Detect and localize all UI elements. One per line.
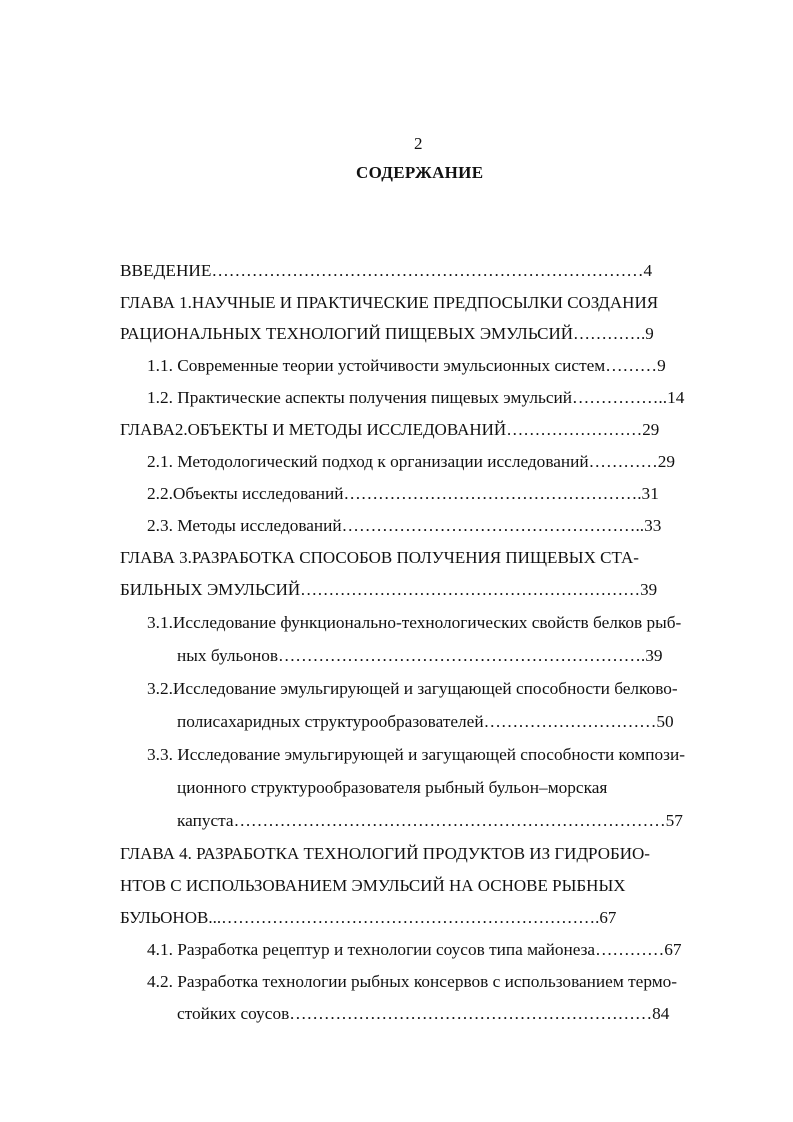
toc-section-4-2-line-1: 4.2. Разработка технологии рыбных консервов с использованием термо- xyxy=(147,972,678,991)
toc-section-3-3-line-1: 3.3. Исследование эмульгирующей и загущающей способности компози- xyxy=(147,745,685,764)
toc-section-3-3-line-3: капуста…………………………………………………………………57 xyxy=(177,811,683,830)
toc-section-2-2: 2.2.Объекты исследований…………………………………………….31 xyxy=(147,484,659,503)
document-page: 2 СОДЕРЖАНИЕ ВВЕДЕНИЕ…………………………………………………………………4 ГЛАВА 1.НАУЧНЫЕ И ПРАКТИЧЕСКИЕ ПРЕДПОСЫЛКИ СОЗДАНИЯ РАЦИОНАЛЬНЫХ ТЕХНОЛОГИЙ ПИЩЕВЫХ ЭМУЛЬСИЙ………….9 1.1. Современные теории устойчивости эмульсионных систем………9 1.2. Практические аспекты получения пищевых эмульсий……………..14 ГЛАВА2.ОБЪЕКТЫ И МЕТОДЫ ИССЛЕДОВАНИЙ……………………29 2.1. Методологический подход к организации исследований…………29 2.2.Объекты исследований…………………………………………….31 2.3. Методы исследований……………………………………………..33 ГЛАВА 3.РАЗРАБОТКА СПОСОБОВ ПОЛУЧЕНИЯ ПИЩЕВЫХ СТА- БИЛЬНЫХ ЭМУЛЬСИЙ……………………………………………………39 3.1.Исследование функционально-технологических свойств белков рыб- ных бульонов……………………………………………………….39 3.2.Исследование эмульгирующей и загущающей способности белково- полисахаридных структурообразователей…………………………50 3.3. Исследование эмульгирующей и загущающей способности компози- ционного структурообразователя рыбный бульон–морская капуста…………………………………………………………………57 ГЛАВА 4. РАЗРАБОТКА ТЕХНОЛОГИЙ ПРОДУКТОВ ИЗ ГИДРОБИО- НТОВ С ИСПОЛЬЗОВАНИЕМ ЭМУЛЬСИЙ НА ОСНОВЕ РЫБНЫХ БУЛЬОНОВ...………………………………………………………….67 4.1. Разработка рецептур и технологии соусов типа майонеза…………67 4.2. Разработка технологии рыбных консервов с использованием термо- стойких соусов………………………………………………………84 xyxy=(0,0,793,1122)
toc-chapter-1-line-2: РАЦИОНАЛЬНЫХ ТЕХНОЛОГИЙ ПИЩЕВЫХ ЭМУЛЬСИЙ………….9 xyxy=(120,324,654,343)
toc-chapter-2: ГЛАВА2.ОБЪЕКТЫ И МЕТОДЫ ИССЛЕДОВАНИЙ……………………29 xyxy=(120,420,660,439)
toc-chapter-3-line-1: ГЛАВА 3.РАЗРАБОТКА СПОСОБОВ ПОЛУЧЕНИЯ ПИЩЕВЫХ СТА- xyxy=(120,548,639,567)
toc-section-3-1-line-1: 3.1.Исследование функционально-технологических свойств белков рыб- xyxy=(147,613,682,632)
toc-section-1-1: 1.1. Современные теории устойчивости эмульсионных систем………9 xyxy=(147,356,666,375)
toc-chapter-4-line-1: ГЛАВА 4. РАЗРАБОТКА ТЕХНОЛОГИЙ ПРОДУКТОВ ИЗ ГИДРОБИО- xyxy=(120,844,650,863)
toc-chapter-1-line-1: ГЛАВА 1.НАУЧНЫЕ И ПРАКТИЧЕСКИЕ ПРЕДПОСЫЛКИ СОЗДАНИЯ xyxy=(120,293,659,312)
toc-chapter-4-line-2: НТОВ С ИСПОЛЬЗОВАНИЕМ ЭМУЛЬСИЙ НА ОСНОВЕ РЫБНЫХ xyxy=(120,876,626,895)
toc-chapter-4-line-3: БУЛЬОНОВ...………………………………………………………….67 xyxy=(120,908,617,927)
toc-section-3-1-line-2: ных бульонов……………………………………………………….39 xyxy=(177,646,663,665)
toc-section-4-1: 4.1. Разработка рецептур и технологии соусов типа майонеза…………67 xyxy=(147,940,682,959)
toc-section-2-1: 2.1. Методологический подход к организации исследований…………29 xyxy=(147,452,676,471)
page-title: СОДЕРЖАНИЕ xyxy=(356,163,484,182)
toc-section-3-2-line-1: 3.2.Исследование эмульгирующей и загущающей способности белково- xyxy=(147,679,678,698)
toc-chapter-3-line-2: БИЛЬНЫХ ЭМУЛЬСИЙ……………………………………………………39 xyxy=(120,580,658,599)
toc-section-3-3-line-2: ционного структурообразователя рыбный бульон–морская xyxy=(177,778,608,797)
toc-section-2-3: 2.3. Методы исследований……………………………………………..33 xyxy=(147,516,662,535)
toc-entry-introduction: ВВЕДЕНИЕ…………………………………………………………………4 xyxy=(120,261,653,280)
toc-section-1-2: 1.2. Практические аспекты получения пищевых эмульсий……………..14 xyxy=(147,388,685,407)
toc-section-4-2-line-2: стойких соусов………………………………………………………84 xyxy=(177,1004,670,1023)
toc-section-3-2-line-2: полисахаридных структурообразователей…………………………50 xyxy=(177,712,674,731)
